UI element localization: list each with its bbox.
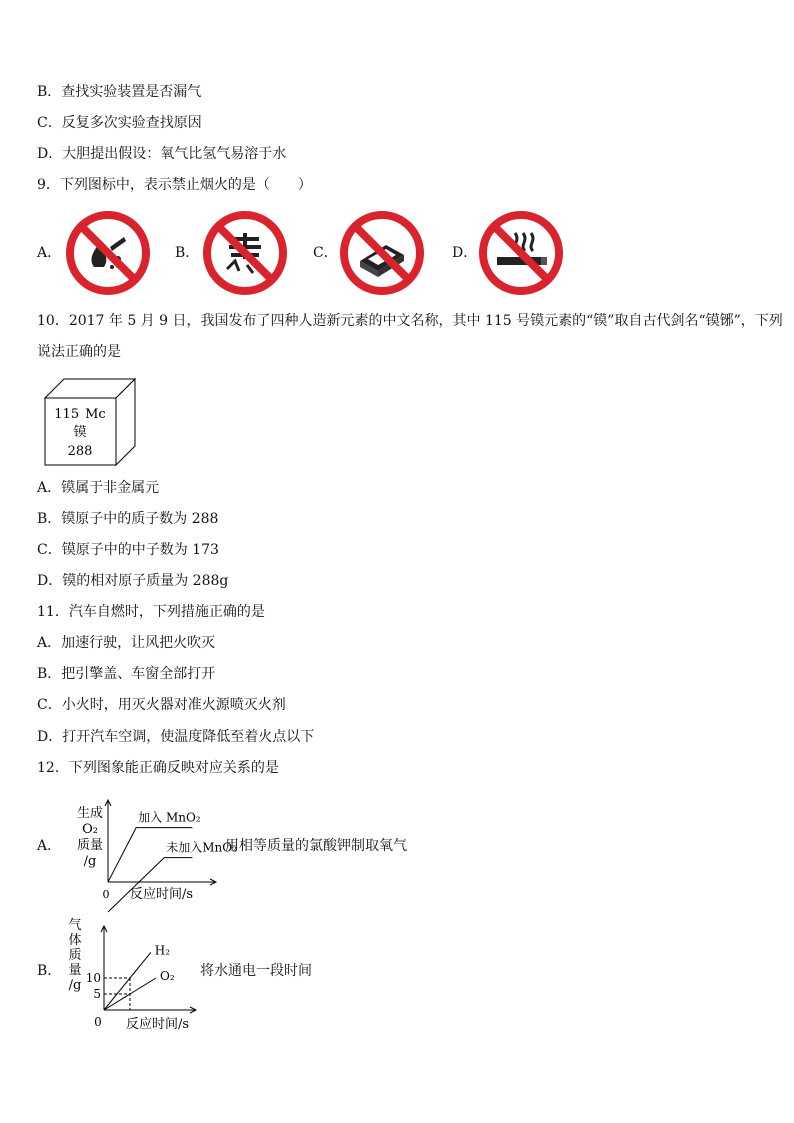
- y-axis-label-line: /g: [83, 854, 97, 869]
- y-axis-label-line: 生成: [76, 806, 104, 821]
- q8-option-c: C．反复多次实验查找原因: [37, 115, 202, 131]
- series-label: 加入 MnO₂: [138, 810, 201, 825]
- y-axis-label-line: /g: [68, 978, 82, 993]
- q9-stem: 9．下列图标中，表示禁止烟火的是（ ）: [37, 177, 312, 193]
- q11-option-d: D．打开汽车空调，使温度降低至着火点以下: [37, 729, 315, 745]
- y-axis-label-line: 质量: [76, 838, 104, 853]
- x-axis-label: 反应时间/s: [130, 887, 194, 902]
- y-tick-label: 5: [93, 987, 101, 1001]
- q10-stem-line1: 10．2017 年 5 月 9 日，我国发布了四种人造新元素的中文名称，其中 115 号镆元素的“镆”取自古代剑名“镆铘”，下列: [37, 313, 783, 329]
- y-tick-label: 10: [85, 971, 101, 985]
- chart-a: [68, 786, 237, 906]
- q12-caption-b: 将水通电一段时间: [200, 963, 312, 979]
- q12-stem: 12．下列图象能正确反映对应关系的是: [37, 760, 279, 776]
- q12-label-b: B．: [37, 963, 62, 979]
- q10-option-a: A．镆属于非金属元: [37, 480, 160, 496]
- q11-option-c: C．小火时，用灭火器对准火源喷灭火剂: [37, 697, 286, 713]
- series-label: O₂: [160, 969, 175, 983]
- q12-label-a: A．: [37, 838, 62, 854]
- q11-option-b: B．把引擎盖、车窗全部打开: [37, 666, 216, 682]
- series-line: [108, 828, 192, 882]
- origin-label: 0: [102, 888, 110, 901]
- q10-option-d: D．镆的相对原子质量为 288g: [37, 573, 229, 589]
- no-open-flame-icon: [64, 209, 152, 297]
- series-label: H₂: [154, 943, 171, 958]
- q9-label-d: D．: [452, 245, 478, 261]
- series-label: 未加入MnO₂: [166, 840, 237, 855]
- element-mass: 288: [67, 444, 93, 459]
- q9-label-b: B．: [175, 245, 200, 261]
- y-axis-label-line: O₂: [82, 822, 98, 837]
- no-matches-icon: [338, 209, 426, 297]
- series-line: [108, 858, 192, 912]
- q8-option-b: B．查找实验装置是否漏气: [37, 84, 202, 100]
- y-axis-label-line: 质: [68, 948, 82, 963]
- q10-stem-line2: 说法正确的是: [37, 344, 121, 360]
- y-axis-label-line: 体: [68, 933, 82, 948]
- q12-caption-a: 用相等质量的氯酸钾制取氧气: [225, 838, 407, 854]
- q11-stem: 11．汽车自燃时，下列措施正确的是: [37, 604, 265, 620]
- no-stacking-icon: [201, 209, 289, 297]
- q9-label-a: A．: [37, 245, 62, 261]
- no-smoking-icon: [477, 209, 565, 297]
- origin-label: 0: [94, 1015, 102, 1029]
- y-axis-label-line: 量: [68, 963, 82, 978]
- y-axis-label-line: 气: [68, 918, 82, 933]
- q11-option-a: A．加速行驶，让风把火吹灭: [37, 635, 216, 651]
- chart-b: [64, 914, 200, 1032]
- q8-option-d: D．大胆提出假设：氧气比氢气易溶于水: [37, 146, 287, 162]
- element-number-symbol: 115 Mc: [54, 407, 106, 422]
- q9-label-c: C．: [313, 245, 338, 261]
- x-axis-label: 反应时间/s: [126, 1017, 190, 1032]
- element-tile: [44, 378, 136, 466]
- q10-option-b: B．镆原子中的质子数为 288: [37, 511, 219, 527]
- series-line: [104, 952, 151, 1010]
- q10-option-c: C．镆原子中的中子数为 173: [37, 542, 219, 558]
- element-name: 镆: [73, 425, 87, 440]
